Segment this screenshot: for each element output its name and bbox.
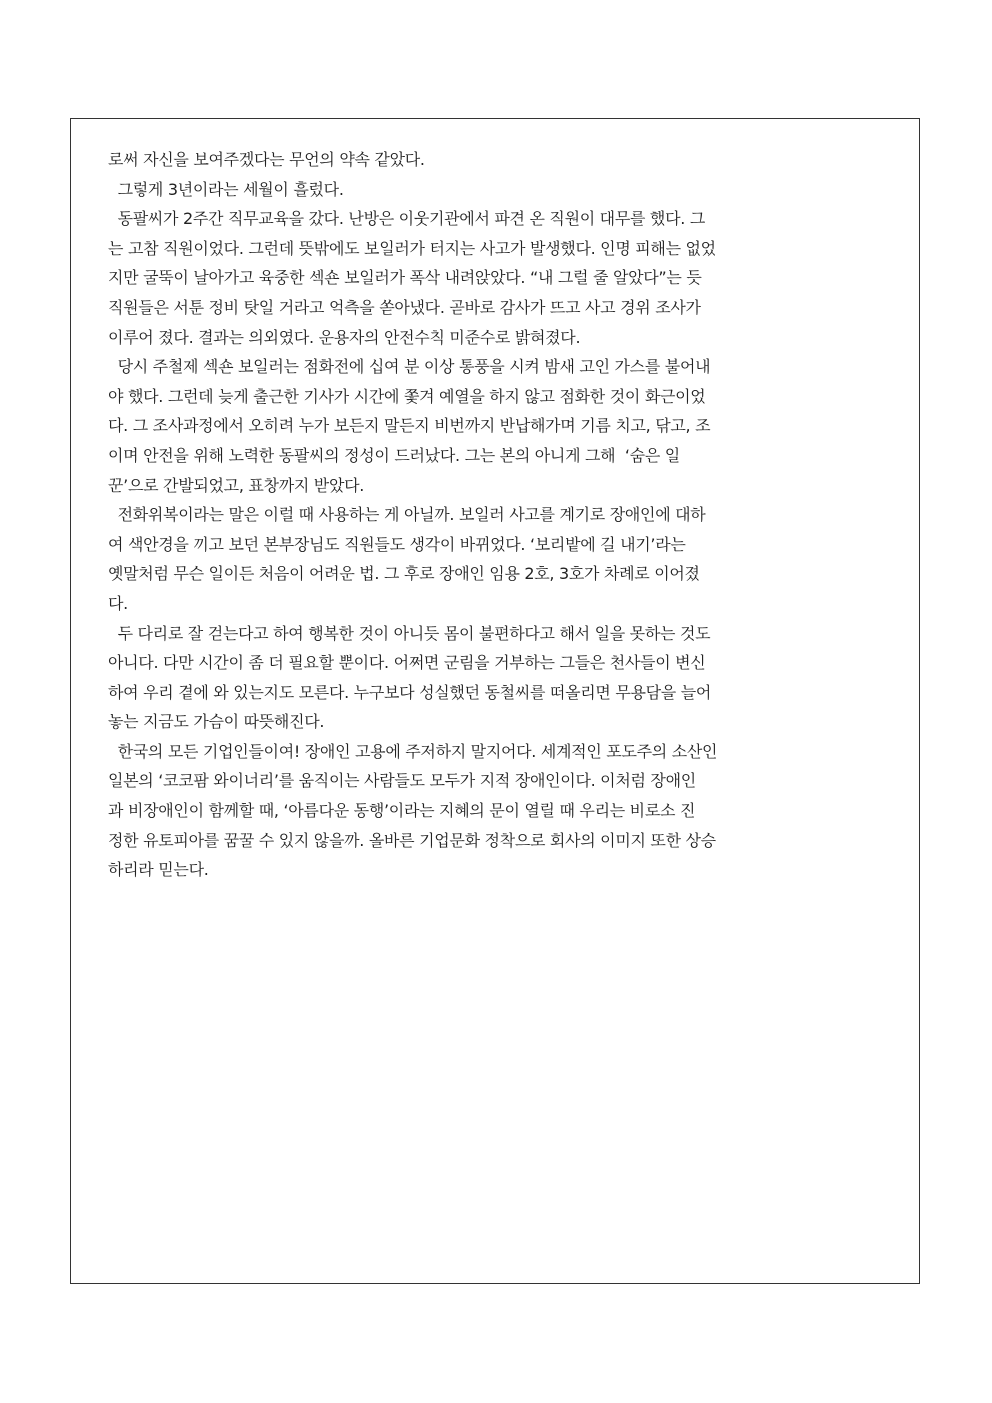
text-line: 하리라 믿는다. [108, 860, 209, 880]
text-line: 다. 그 조사과정에서 오히려 누가 보든지 말든지 비번까지 반납해가며 기름 치고, 닦고, 조 [108, 416, 711, 436]
text-line: 정한 유토피아를 꿈꿀 수 있지 않을까. 올바른 기업문화 정착으로 회사의 이미지 또한 상승 [108, 830, 716, 850]
text-line: 그렇게 3년이라는 세월이 흘렀다. [108, 179, 344, 199]
text-line: 지만 굴뚝이 날아가고 육중한 섹숀 보일러가 폭삭 내려앉았다. “내 그럴 줄 알았다”는 듯 [108, 268, 702, 288]
text-line: 는 고참 직원이었다. 그런데 뜻밖에도 보일러가 터지는 사고가 발생했다. 인명 피해는 없었 [108, 238, 716, 258]
text-line: 다. [108, 593, 128, 613]
text-line: 옛말처럼 무슨 일이든 처음이 어려운 법. 그 후로 장애인 임용 2호, 3호가 차례로 이어졌 [108, 564, 700, 584]
text-line: 이며 안전을 위해 노력한 동팔씨의 정성이 드러났다. 그는 본의 아니게 그해 ‘숨은 일 [108, 445, 680, 465]
text-line: 이루어 졌다. 결과는 의외였다. 운용자의 안전수칙 미준수로 밝혀졌다. [108, 327, 581, 347]
text-line: 여 색안경을 끼고 보던 본부장님도 직원들도 생각이 바뀌었다. ‘보리밭에 길 내기’라는 [108, 534, 686, 554]
text-line: 아니다. 다만 시간이 좀 더 필요할 뿐이다. 어쩌면 군림을 거부하는 그들은 천사들이 변신 [108, 653, 706, 673]
text-line: 전화위복이라는 말은 이럴 때 사용하는 게 아닐까. 보일러 사고를 계기로 장애인에 대하 [108, 505, 706, 525]
text-line: 하여 우리 곁에 와 있는지도 모른다. 누구보다 성실했던 동철씨를 떠올리면 무용담을 늘어 [108, 682, 712, 702]
text-line: 로써 자신을 보여주겠다는 무언의 약속 같았다. [108, 150, 425, 169]
text-line: 동팔씨가 2주간 직무교육을 갔다. 난방은 이웃기관에서 파견 온 직원이 대무를 했다. 그 [108, 209, 705, 229]
text-line: 꾼’으로 간발되었고, 표창까지 받았다. [108, 475, 365, 495]
text-line: 과 비장애인이 함께할 때, ‘아름다운 동행’이라는 지혜의 문이 열릴 때 우리는 비로소 진 [108, 801, 696, 821]
text-line: 일본의 ‘코코팜 와이너리’를 움직이는 사람들도 모두가 지적 장애인이다. 이처럼 장애인 [108, 771, 696, 791]
text-line: 직원들은 서툰 정비 탓일 거라고 억측을 쏟아냈다. 곧바로 감사가 뜨고 사고 경위 조사가 [108, 297, 701, 317]
text-line: 두 다리로 잘 걷는다고 하여 행복한 것이 아니듯 몸이 불편하다고 해서 일을 못하는 것도 [108, 623, 711, 643]
text-line: 한국의 모든 기업인들이여! 장애인 고용에 주저하지 말지어다. 세계적인 포도주의 소산인 [108, 741, 718, 761]
text-line: 놓는 지금도 가슴이 따뜻해진다. [108, 712, 325, 732]
document-body [108, 145, 888, 885]
text-line: 당시 주철제 섹숀 보일러는 점화전에 십여 분 이상 통풍을 시켜 밤새 고인 가스를 불어내 [108, 357, 711, 377]
text-line: 야 했다. 그런데 늦게 출근한 기사가 시간에 쫓겨 예열을 하지 않고 점화한 것이 화근이었 [108, 386, 706, 406]
